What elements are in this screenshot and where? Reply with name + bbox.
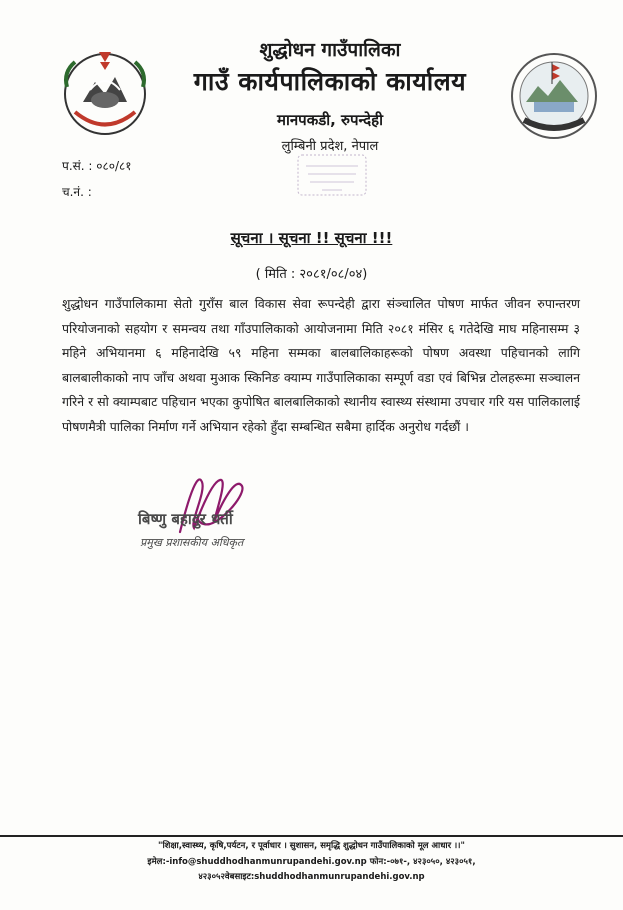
footer-contact: इमेल:-info@shuddhodhanmunrupandehi.gov.np फोन:-०७१-, ४२३०५०, ४२३०५१, — [147, 857, 476, 867]
notice-body: शुद्धोधन गाउँपालिकामा सेतो गुराँस बाल विकास सेवा रूपन्देही द्वारा संञ्चालित पोषण मार्फत जीवन रुपान्तरण परियोजनाको सहयोग र समन्वय तथा गाँउपालिकाको आयोजनामा मिति २०८१ मंसिर ६ गतेदेखि माघ महिनासम्म ३ महिने अभियानमा ६ महिनादेखि ५९ महिना सम्मका बालबालिकाहरूको पोषण अवस्था पहिचानको लागि बालबालीकाको नाप जाँच अथवा मुआक स्किनिङ क्याम्प गाउँपालिकाका सम्पूर्ण वडा एवं बिभिन्न टोलहरूमा सञ्चालन गरिने र सो क्याम्पबाट पहिचान भएका कुपोषित बालबालिकाको स्थानीय स्वास्थ्य संस्थामा उपचार गरि यस पालिकालाई पोषणमैत्री पालिका निर्माण गर्ने अभियान रहेको हुँदा सम्बन्धित सबैमा हार्दिक अनुरोध गर्दछौं । — [62, 296, 580, 434]
municipality-logo — [508, 50, 600, 142]
footer-slogan: "शिक्षा,स्वास्थ्य, कृषि,पर्यटन, र पूर्वाधार । सुशासन, समृद्धि शुद्धोधन गाउँपालिकाको मूल आधार ।।" — [158, 841, 465, 851]
signatory-name: बिष्णु बहादुर धर्ती — [138, 510, 233, 528]
province-country: लुम्बिनी प्रदेश, नेपाल — [281, 139, 379, 154]
municipality-name: शुद्धोधन गाउँपालिका — [259, 39, 401, 61]
footer-website: ४२३०५२वेबसाइट:shuddhodhanmunrupandehi.gov.np — [198, 872, 425, 882]
notice-date: ( मिति : २०८१/०८/०४) — [255, 267, 368, 282]
signatory-title: प्रमुख प्रशासकीय अधिकृत — [140, 536, 244, 549]
office-stamp — [292, 152, 372, 198]
letter-serial-number: प.सं. : ०८०/८१ — [62, 159, 132, 173]
handwritten-signature — [150, 462, 270, 542]
footer-divider — [0, 835, 623, 837]
nepal-emblem-logo — [55, 42, 155, 142]
office-location: मानपकडी, रुपन्देही — [277, 111, 383, 129]
notice-title: सूचना । सूचना !! सूचना !!! — [230, 229, 393, 247]
office-name: गाउँ कार्यपालिकाको कार्यालय — [193, 67, 467, 96]
dispatch-number: च.नं. : — [62, 185, 92, 199]
